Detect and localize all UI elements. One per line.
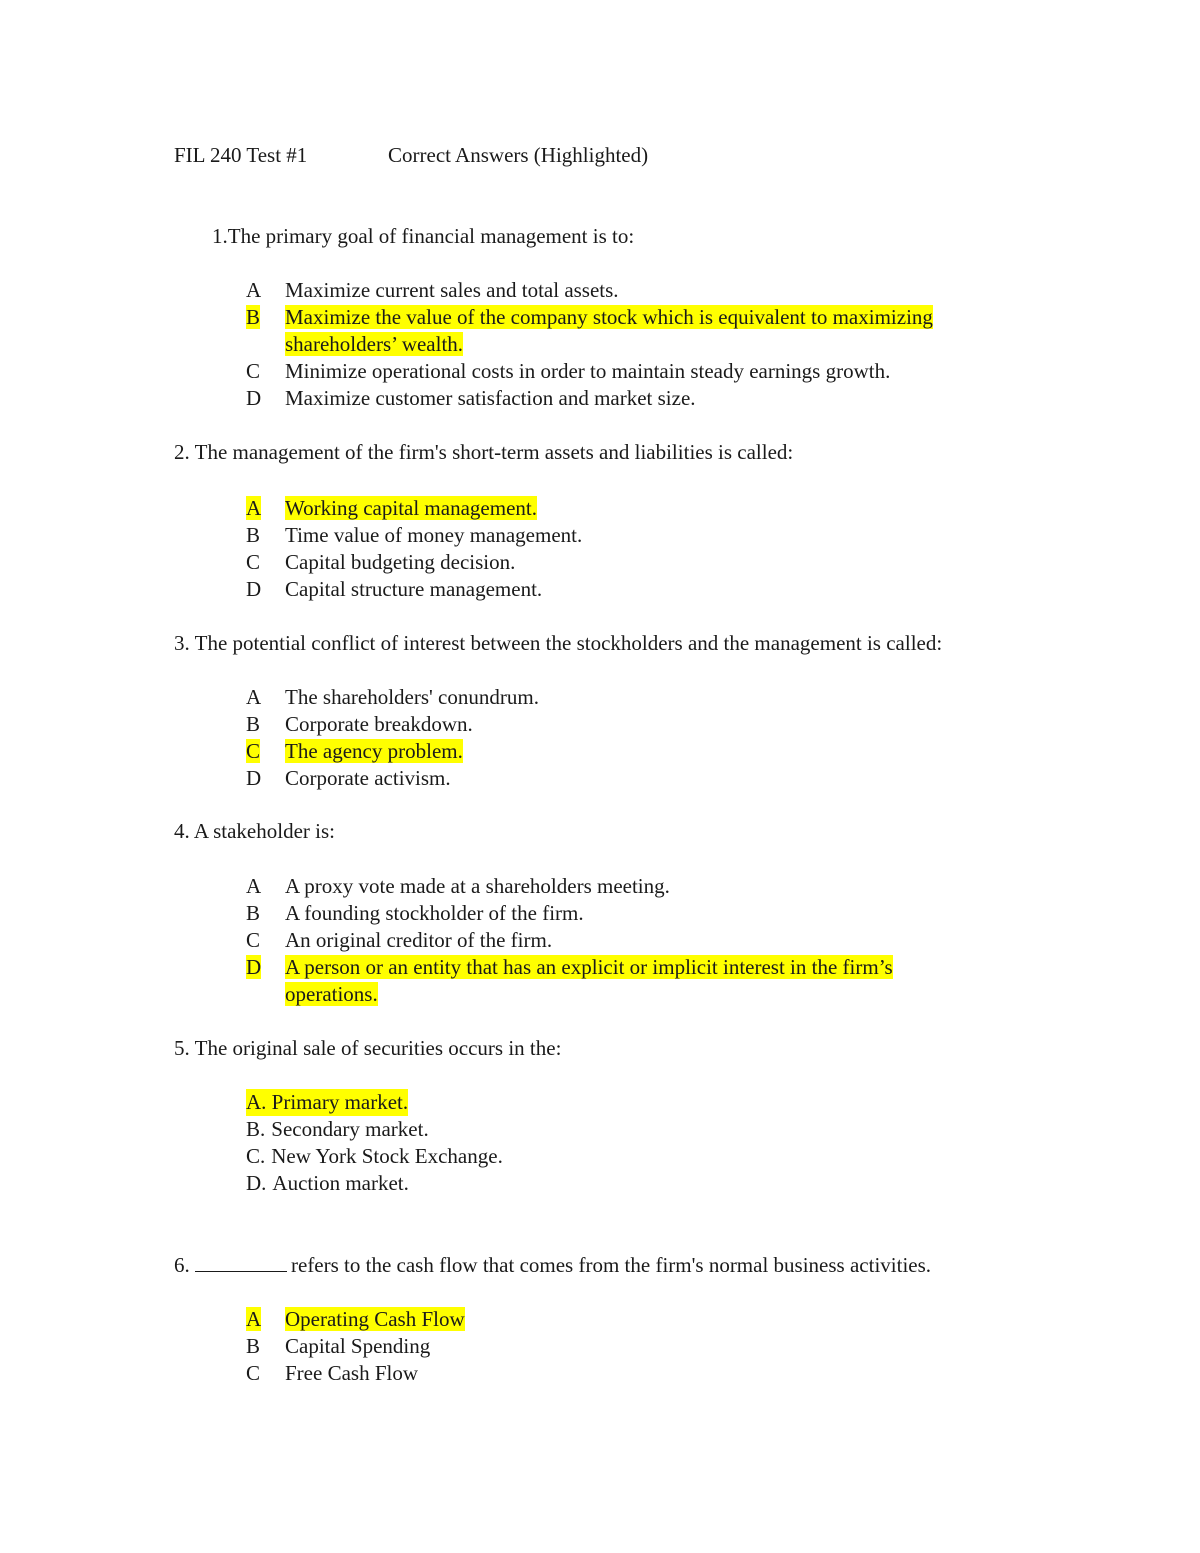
option-letter: B [246, 305, 261, 329]
option-2b [246, 522, 582, 549]
question-number: 2. [174, 440, 190, 464]
option-1d [246, 385, 933, 412]
option-text: Auction market. [272, 1171, 409, 1195]
option-text: Capital Spending [285, 1334, 431, 1358]
option-text: Maximize current sales and total assets. [285, 278, 619, 302]
option-letter: C [246, 739, 261, 763]
option-6c [246, 1360, 465, 1387]
option-4b [246, 900, 893, 927]
question-number: 1. [212, 224, 228, 248]
question-text: The management of the firm's short-term assets and liabilities is called: [194, 440, 794, 464]
option-letter: A [246, 278, 262, 302]
question-5-options [246, 1089, 503, 1197]
option-letter: D [246, 386, 262, 410]
question-number: 5. [174, 1036, 190, 1060]
option-6b [246, 1333, 465, 1360]
option-letter: A [246, 1307, 262, 1331]
option-letter: D [246, 766, 262, 790]
question-text: The original sale of securities occurs in the: [194, 1036, 562, 1060]
option-letter: A [246, 496, 262, 520]
option-letter: C [246, 550, 261, 574]
option-text: Free Cash Flow [285, 1361, 418, 1385]
option-text: Corporate breakdown. [285, 712, 473, 736]
option-text: Maximize the value of the company stock which is equivalent to maximizing [285, 305, 933, 329]
option-2a-correct [246, 495, 582, 522]
option-letter: C [246, 359, 261, 383]
option-letter: B [246, 1334, 261, 1358]
option-text: A proxy vote made at a shareholders meeting. [285, 874, 670, 898]
option-1a [246, 277, 933, 304]
option-text: Maximize customer satisfaction and market size. [285, 386, 696, 410]
option-3b [246, 711, 539, 738]
option-1b-correct [246, 304, 933, 358]
option-letter: B [246, 712, 261, 736]
test-id: FIL 240 Test #1 [174, 143, 308, 167]
option-text: Capital budgeting decision. [285, 550, 516, 574]
question-text: refers to the cash flow that comes from the firm's normal business activities. [291, 1253, 932, 1277]
option-text: A person or an entity that has an explicit or implicit interest in the firm’s [285, 955, 893, 979]
option-letter: B [246, 901, 261, 925]
question-text: The primary goal of financial management is to: [227, 224, 635, 248]
option-3a [246, 684, 539, 711]
option-2d [246, 576, 582, 603]
option-5c [246, 1143, 503, 1170]
option-3d [246, 765, 539, 792]
option-text: Primary market. [271, 1090, 409, 1114]
option-4c [246, 927, 893, 954]
option-letter: B. [246, 1117, 266, 1141]
question-4-stem [174, 819, 335, 844]
option-text: Secondary market. [271, 1117, 429, 1141]
option-text-continued: operations. [285, 982, 378, 1006]
option-6a-correct [246, 1306, 465, 1333]
question-number: 6. [174, 1253, 190, 1277]
question-text: A stakeholder is: [193, 819, 335, 843]
document-header [174, 143, 648, 168]
document-subtitle: Correct Answers (Highlighted) [388, 143, 649, 167]
question-2-options [246, 495, 582, 603]
option-text: New York Stock Exchange. [271, 1144, 503, 1168]
option-letter: C [246, 1361, 261, 1385]
option-letter: D [246, 955, 262, 979]
question-1-options [246, 277, 933, 412]
question-2-stem [174, 440, 793, 465]
option-letter: A [246, 874, 262, 898]
option-text: Time value of money management. [285, 523, 583, 547]
question-3-options [246, 684, 539, 792]
question-text: The potential conflict of interest between the stockholders and the management is called: [194, 631, 943, 655]
option-4d-correct [246, 954, 893, 1008]
option-text: A founding stockholder of the firm. [285, 901, 584, 925]
question-6-options [246, 1306, 465, 1387]
option-text: The agency problem. [285, 739, 463, 763]
option-text: Capital structure management. [285, 577, 543, 601]
fill-in-blank [195, 1251, 287, 1272]
option-letter: B [246, 523, 261, 547]
option-letter: A. [246, 1090, 267, 1114]
question-1-stem [212, 224, 634, 249]
option-1c [246, 358, 933, 385]
option-text: The shareholders' conundrum. [285, 685, 539, 709]
question-number: 3. [174, 631, 190, 655]
question-5-stem [174, 1036, 561, 1061]
option-text: An original creditor of the firm. [285, 928, 553, 952]
option-3c-correct [246, 738, 539, 765]
option-5a-correct [246, 1089, 503, 1116]
option-text: Minimize operational costs in order to maintain steady earnings growth. [285, 359, 891, 383]
question-3-stem [174, 631, 942, 656]
question-number: 4. [174, 819, 190, 843]
option-letter: C. [246, 1144, 266, 1168]
option-5b [246, 1116, 503, 1143]
question-6-stem [174, 1251, 931, 1278]
option-2c [246, 549, 582, 576]
option-letter: D [246, 577, 262, 601]
option-text: Working capital management. [285, 496, 537, 520]
option-letter: D. [246, 1171, 267, 1195]
option-4a [246, 873, 893, 900]
option-letter: C [246, 928, 261, 952]
option-text-continued: shareholders’ wealth. [285, 332, 464, 356]
option-5d [246, 1170, 503, 1197]
option-text: Operating Cash Flow [285, 1307, 465, 1331]
question-4-options [246, 873, 893, 1008]
option-text: Corporate activism. [285, 766, 451, 790]
option-letter: A [246, 685, 262, 709]
